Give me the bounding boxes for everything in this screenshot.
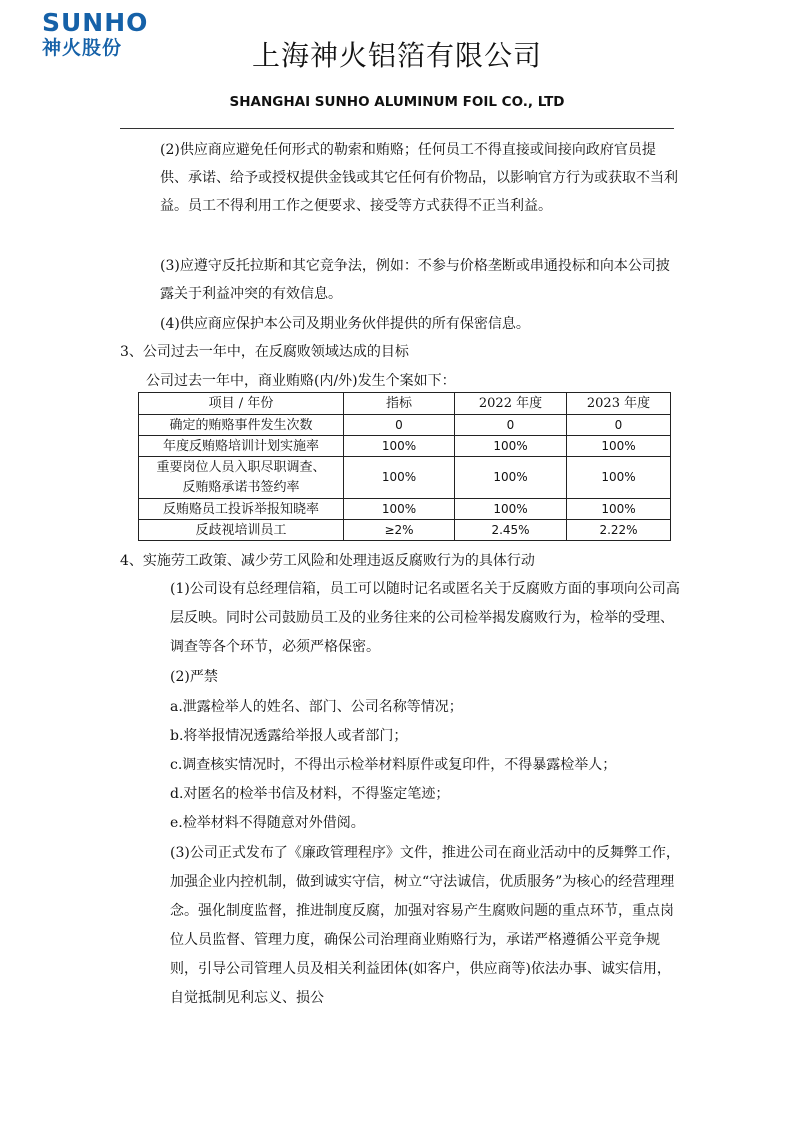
cell-2022: 0 <box>455 415 567 436</box>
table-row <box>139 520 671 541</box>
paragraph-confidentiality: (4)供应商应保护本公司及期业务伙伴提供的所有保密信息。 <box>160 316 530 332</box>
table-caption: 公司过去一年中，商业贿赂(内/外)发生个案如下： <box>146 373 456 389</box>
company-name-chinese: 上海神火铝箔有限公司 <box>251 39 542 72</box>
logo-wordmark: SUNHO <box>42 8 149 37</box>
cell-target: ≥2% <box>344 520 455 541</box>
row-label: 重要岗位人员入职尽职调查、反贿赂承诺书签约率 <box>139 457 344 499</box>
paragraph-supplier-anti-bribery: (2)供应商应避免任何形式的勒索和贿赂；任何员工不得直接或间接向政府官员提供、承诺、给予或授权提供金钱或其它任何有价物品，以影响官方行为或获取不当利益。员工不得利用工作之便要求、接受等方式获得不正当利益。 <box>160 142 678 214</box>
paragraph-ceo-mailbox: (1)公司设有总经理信箱，员工可以随时记名或匿名关于反腐败方面的事项向公司高层反映。同时公司鼓励员工及的业务往来的公司检举揭发腐败行为，检举的受理、调查等各个环节，必须严格保密。 <box>170 581 680 655</box>
table-header-row <box>139 393 671 415</box>
cell-target: 100% <box>344 499 455 520</box>
row-label: 确定的贿赂事件发生次数 <box>139 415 344 436</box>
cell-2023: 100% <box>567 499 671 520</box>
header-cell: 项目 / 年份 <box>139 393 344 415</box>
cell-2022: 2.45% <box>455 520 567 541</box>
table-row <box>139 457 671 499</box>
row-label: 年度反贿赂培训计划实施率 <box>139 436 344 457</box>
cell-2023: 2.22% <box>567 520 671 541</box>
cell-2023: 0 <box>567 415 671 436</box>
paragraph-antitrust: (3)应遵守反托拉斯和其它竞争法，例如：不参与价格垄断或串通投标和向本公司披露关于利益冲突的有效信息。 <box>160 258 670 302</box>
prohibition-item-d: d.对匿名的检举书信及材料，不得鉴定笔迹； <box>170 786 450 802</box>
header-cell: 指标 <box>344 393 455 415</box>
paragraph-prohibitions: (2)严禁 <box>170 669 218 685</box>
company-name-english: SHANGHAI SUNHO ALUMINUM FOIL CO., LTD <box>229 94 565 110</box>
cell-2022: 100% <box>455 457 567 499</box>
header-cell: 2023 年度 <box>567 393 671 415</box>
prohibition-item-e: e.检举材料不得随意对外借阅。 <box>170 815 365 831</box>
table-row <box>139 436 671 457</box>
cell-target: 100% <box>344 457 455 499</box>
section-heading-3: 3、公司过去一年中，在反腐败领域达成的目标 <box>120 344 409 360</box>
row-label: 反歧视培训员工 <box>139 520 344 541</box>
cell-target: 100% <box>344 436 455 457</box>
table-row <box>139 499 671 520</box>
cell-2023: 100% <box>567 457 671 499</box>
prohibition-item-c: c.调查核实情况时，不得出示检举材料原件或复印件，不得暴露检举人； <box>170 757 617 773</box>
cell-2022: 100% <box>455 436 567 457</box>
logo-chinese-name: 神火股份 <box>42 37 123 59</box>
cell-2023: 100% <box>567 436 671 457</box>
anti-bribery-table <box>138 392 671 541</box>
header-cell: 2022 年度 <box>455 393 567 415</box>
cell-target: 0 <box>344 415 455 436</box>
prohibition-item-a: a.泄露检举人的姓名、部门、公司名称等情况； <box>170 699 463 715</box>
prohibition-item-b: b.将举报情况透露给举报人或者部门； <box>170 728 408 744</box>
row-label: 反贿赂员工投诉举报知晓率 <box>139 499 344 520</box>
paragraph-integrity-program: (3)公司正式发布了《廉政管理程序》文件，推进公司在商业活动中的反舞弊工作，加强企业内控机制，做到诚实守信，树立“守法诚信，优质服务”为核心的经营理理念。强化制度监督，推进制度反腐，加强对容易产生腐败问题的重点环节，重点岗位人员监督、管理力度，确保公司治理商业贿赂行为，承诺严格遵循公平竞争规则，引导公司管理人员及相关利益团体(如客户，供应商等)依法办事、诚实信用，自觉抵制见利忘义、损公 <box>170 845 680 1006</box>
header-divider <box>120 128 674 129</box>
cell-2022: 100% <box>455 499 567 520</box>
table-row <box>139 415 671 436</box>
section-heading-4: 4、实施劳工政策、减少劳工风险和处理违返反腐败行为的具体行动 <box>120 553 535 569</box>
